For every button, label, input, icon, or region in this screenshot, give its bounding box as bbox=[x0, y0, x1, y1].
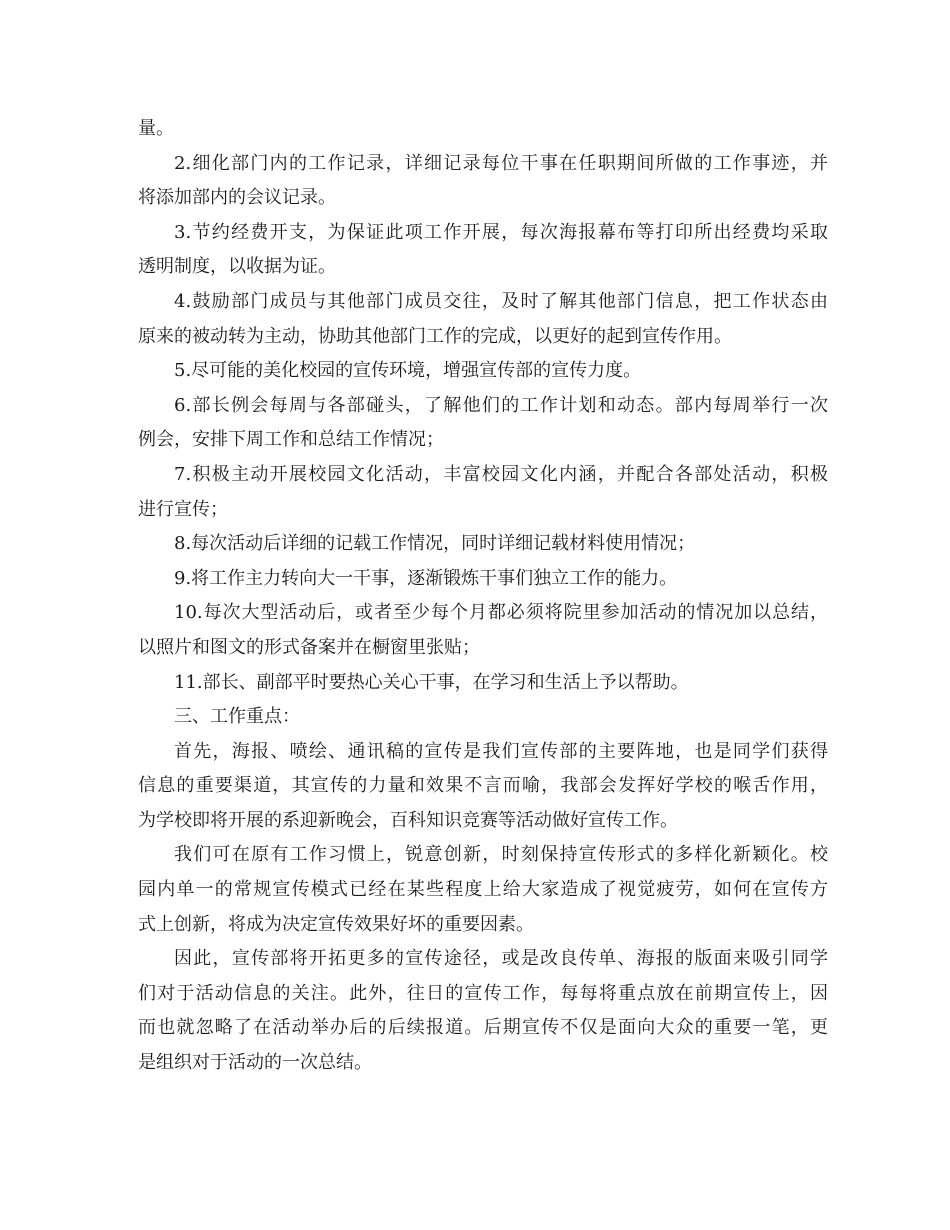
document-body bbox=[138, 112, 828, 1081]
text-line: 透明制度，以收据为证。 bbox=[138, 256, 336, 278]
text-line: 4.鼓励部门成员与其他部门成员交往，及时了解其他部门信息，把工作状态由 bbox=[174, 290, 828, 312]
text-line: 10.每次大型活动后，或者至少每个月都必须将院里参加活动的情况加以总结， bbox=[174, 602, 828, 624]
text-line: 量。 bbox=[138, 118, 174, 139]
text-line: 9.将工作主力转向大一干事，逐渐锻炼干事们独立工作的能力。 bbox=[174, 567, 678, 589]
text-line: 3.节约经费开支，为保证此项工作开展，每次海报幕布等打印所出经费均采取 bbox=[174, 221, 828, 243]
text-line: 首先，海报、喷绘、通讯稿的宣传是我们宣传部的主要阵地，也是同学们获得 bbox=[174, 740, 828, 762]
text-line: 们对于活动信息的关注。此外，往日的宣传工作，每每将重点放在前期宣传上，因 bbox=[138, 982, 828, 1004]
text-line: 以照片和图文的形式备案并在橱窗里张贴； bbox=[138, 636, 480, 658]
text-line: 而也就忽略了在活动举办后的后续报道。后期宣传不仅是面向大众的重要一笔，更 bbox=[138, 1017, 828, 1039]
text-line: 式上创新，将成为决定宣传效果好坏的重要因素。 bbox=[138, 913, 534, 935]
text-line: 三、工作重点： bbox=[174, 706, 300, 728]
text-line: 为学校即将开展的系迎新晚会，百科知识竞赛等活动做好宣传工作。 bbox=[138, 809, 678, 831]
text-line: 5.尽可能的美化校园的宣传环境，增强宣传部的宣传力度。 bbox=[174, 360, 642, 382]
text-line: 2.细化部门内的工作记录，详细记录每位干事在任职期间所做的工作事迹，并 bbox=[174, 152, 828, 174]
text-line: 我们可在原有工作习惯上，锐意创新，时刻保持宣传形式的多样化新颖化。校 bbox=[174, 844, 828, 866]
text-line: 因此，宣传部将开拓更多的宣传途径，或是改良传单、海报的版面来吸引同学 bbox=[174, 948, 828, 970]
text-line: 信息的重要渠道，其宣传的力量和效果不言而喻，我部会发挥好学校的喉舌作用， bbox=[138, 775, 828, 797]
text-line: 7.积极主动开展校园文化活动，丰富校园文化内涵，并配合各部处活动，积极 bbox=[174, 463, 828, 485]
text-line: 将添加部内的会议记录。 bbox=[138, 187, 336, 209]
text-line: 是组织对于活动的一次总结。 bbox=[138, 1052, 372, 1074]
text-line: 8.每次活动后详细的记载工作情况，同时详细记载材料使用情况； bbox=[174, 533, 696, 555]
text-line: 进行宣传； bbox=[138, 498, 228, 520]
text-line: 园内单一的常规宣传模式已经在某些程度上给大家造成了视觉疲劳，如何在宣传方 bbox=[138, 879, 828, 901]
text-line: 11.部长、副部平时要热心关心干事，在学习和生活上予以帮助。 bbox=[174, 671, 689, 693]
text-line: 6.部长例会每周与各部碰头，了解他们的工作计划和动态。部内每周举行一次 bbox=[174, 394, 828, 416]
text-line: 例会，安排下周工作和总结工作情况； bbox=[138, 429, 444, 451]
text-line: 原来的被动转为主动，协助其他部门工作的完成，以更好的起到宣传作用。 bbox=[138, 325, 732, 347]
